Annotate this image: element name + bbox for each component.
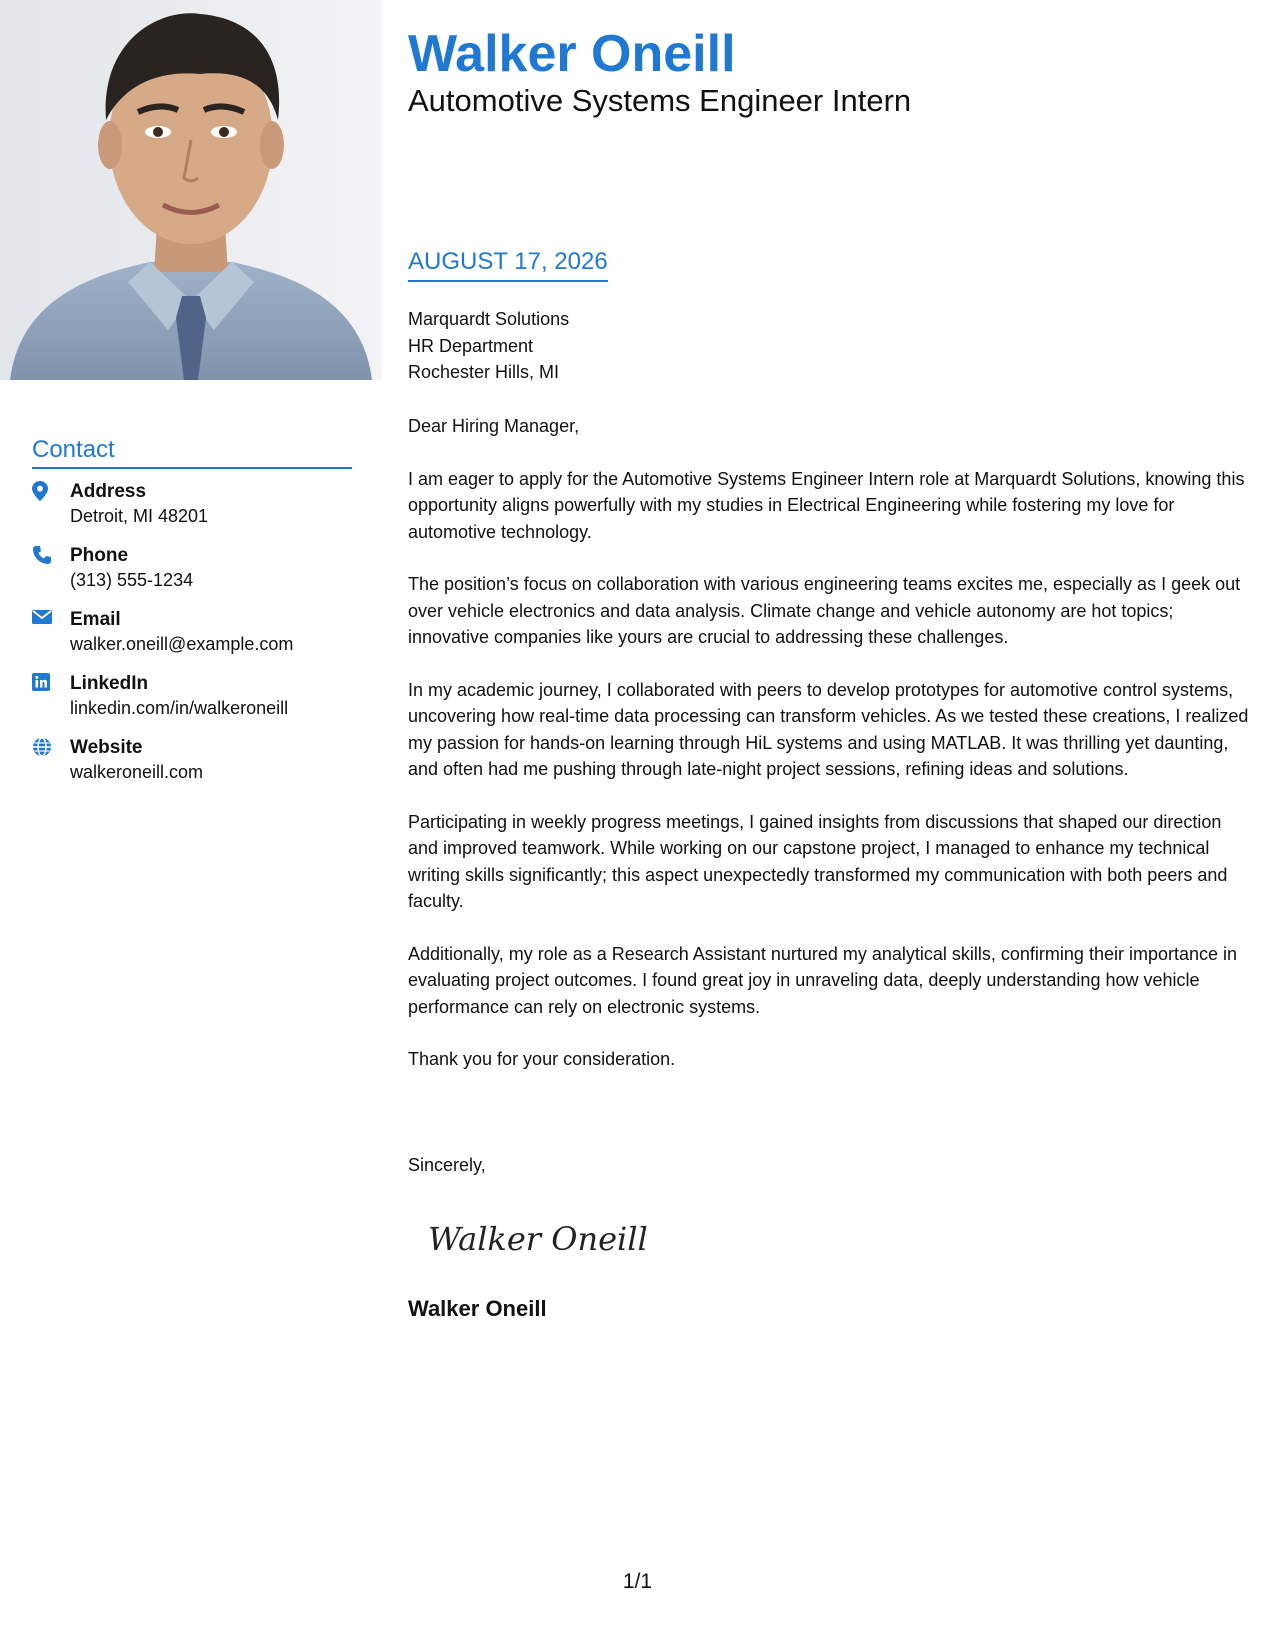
- map-pin-icon: [32, 479, 70, 529]
- contact-address: [32, 479, 352, 529]
- contact-value[interactable]: walker.oneill@example.com: [70, 634, 294, 654]
- recipient-company: Marquardt Solutions: [408, 309, 570, 329]
- phone-icon: [32, 543, 70, 593]
- contact-label: Email: [70, 609, 121, 630]
- body-paragraph: Additionally, my role as a Research Assistant nurtured my analytical skills, confirming their importance in evaluating project outcomes. I found great joy in unraveling data, deeply understanding how vehicle performance can rely on electronic systems.: [408, 943, 1238, 1017]
- signer-name: Walker Oneill: [408, 1296, 547, 1321]
- profile-photo: [0, 0, 382, 380]
- contact-value: (313) 555-1234: [70, 570, 194, 590]
- recipient-block: [408, 306, 569, 386]
- contact-sidebar: [32, 436, 352, 799]
- signature-text: Walker Oneill: [428, 1220, 648, 1258]
- contact-label: LinkedIn: [70, 673, 149, 694]
- contact-heading: Contact: [32, 436, 352, 469]
- recipient-department: HR Department: [408, 335, 534, 356]
- email-icon: [32, 607, 70, 657]
- applicant-name: Walker Oneill: [408, 25, 736, 83]
- letter-body: [408, 413, 1254, 1099]
- body-paragraph: In my academic journey, I collaborated with peers to develop prototypes for automotive control systems, uncovering how real-time data processing can transform vehicles. As we tested these creations, I realized my passion for hands-on learning through HiL systems and using MATLAB. It was thrilling yet daunting, and often had me pushing through late-night project sessions, refining ideas and solutions.: [408, 679, 1249, 779]
- linkedin-icon: [32, 671, 70, 721]
- contact-label: Address: [70, 481, 147, 502]
- letter-date: AUGUST 17, 2026: [408, 248, 608, 282]
- closing: Sincerely,: [408, 1155, 486, 1175]
- contact-label: Website: [70, 737, 143, 758]
- thanks-line: Thank you for your consideration.: [408, 1049, 676, 1069]
- body-paragraph: I am eager to apply for the Automotive Systems Engineer Intern role at Marquardt Solutions, knowing this opportunity aligns powerfully with my studies in Electrical Engineering while fostering my love for automotive technology.: [408, 468, 1245, 542]
- contact-value[interactable]: linkedin.com/in/walkeroneill: [70, 698, 289, 718]
- signature: [424, 1210, 664, 1270]
- globe-icon: [32, 735, 70, 785]
- contact-value: Detroit, MI 48201: [70, 506, 209, 526]
- contact-email: [32, 607, 352, 657]
- contact-label: Phone: [70, 545, 129, 566]
- contact-linkedin: [32, 671, 352, 721]
- contact-website: [32, 735, 352, 785]
- body-paragraph: The position’s focus on collaboration with various engineering teams excites me, especially as I geek out over vehicle electronics and data analysis. Climate change and vehicle autonomy are hot topics; innovative companies like yours are crucial to addressing these challenges.: [408, 574, 1241, 647]
- contact-phone: [32, 543, 352, 593]
- recipient-location: Rochester Hills, MI: [408, 362, 560, 382]
- body-paragraph: Participating in weekly progress meetings, I gained insights from discussions that shaped our direction and improved teamwork. While working on our capstone project, I managed to enhance my technical writing skills significantly; this aspect unexpectedly transformed my communication with both peers and faculty.: [408, 811, 1228, 911]
- salutation: Dear Hiring Manager,: [408, 416, 580, 436]
- page-number: 1/1: [622, 1570, 653, 1593]
- contact-value[interactable]: walkeroneill.com: [70, 762, 204, 782]
- job-title: Automotive Systems Engineer Intern: [408, 83, 912, 118]
